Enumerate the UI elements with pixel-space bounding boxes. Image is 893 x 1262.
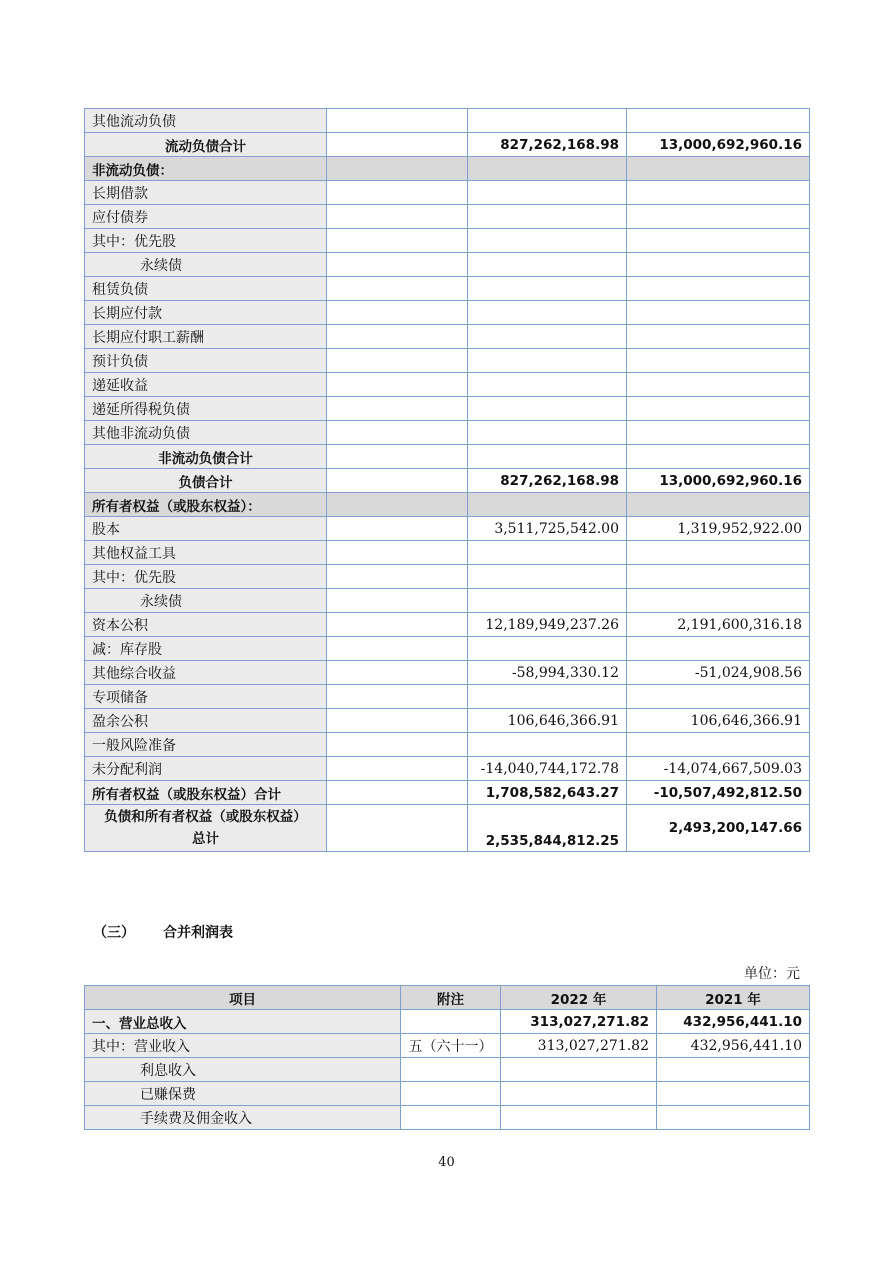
- row-label: 长期应付款: [85, 301, 327, 325]
- page-number: 40: [438, 1155, 455, 1170]
- value-2022: -58,994,330.12: [468, 661, 627, 685]
- row-label: 非流动负债合计: [85, 445, 327, 469]
- table-row: [85, 517, 810, 541]
- note-cell: [327, 205, 468, 229]
- table-row: [85, 1058, 810, 1082]
- header-item: 项目: [85, 986, 401, 1010]
- income-statement-table: [84, 985, 810, 1130]
- row-label: 其中：营业收入: [85, 1034, 401, 1058]
- value-2021: -10,507,492,812.50: [627, 781, 810, 805]
- value-2021: 1,319,952,922.00: [627, 517, 810, 541]
- table-row: [85, 565, 810, 589]
- table-row: [85, 445, 810, 469]
- value-2021: [627, 109, 810, 133]
- value-2021: [627, 445, 810, 469]
- row-label: 其他流动负债: [85, 109, 327, 133]
- grand-total-2022: 2,535,844,812.25: [468, 805, 627, 852]
- note-cell: [327, 253, 468, 277]
- value-2022: [468, 493, 627, 517]
- table-row: [85, 421, 810, 445]
- note-cell: [327, 277, 468, 301]
- value-2021: [627, 349, 810, 373]
- value-2021: [627, 253, 810, 277]
- note-cell: [327, 373, 468, 397]
- row-label: 应付债券: [85, 205, 327, 229]
- note-cell: [327, 661, 468, 685]
- row-label: 专项储备: [85, 685, 327, 709]
- value-2021: [627, 637, 810, 661]
- row-label: 其他权益工具: [85, 541, 327, 565]
- row-label: 预计负债: [85, 349, 327, 373]
- row-label: 递延收益: [85, 373, 327, 397]
- table-row: [85, 637, 810, 661]
- value-2022: [468, 109, 627, 133]
- note-cell: [327, 733, 468, 757]
- table-row: [85, 733, 810, 757]
- value-2022: -14,040,744,172.78: [468, 757, 627, 781]
- note-cell: [327, 301, 468, 325]
- value-2022: 12,189,949,237.26: [468, 613, 627, 637]
- value-2021: [627, 493, 810, 517]
- table-row: [85, 493, 810, 517]
- grand-total-label-line1: 负债和所有者权益（或股东权益）: [104, 809, 307, 825]
- table-row: [85, 469, 810, 493]
- row-label: 股本: [85, 517, 327, 541]
- row-label: 长期借款: [85, 181, 327, 205]
- value-2022: [468, 277, 627, 301]
- value-2022: 3,511,725,542.00: [468, 517, 627, 541]
- value-2022: [468, 325, 627, 349]
- table-row: [85, 229, 810, 253]
- table-row: [85, 157, 810, 181]
- table-row: [85, 613, 810, 637]
- table-row: [85, 301, 810, 325]
- value-2022: 313,027,271.82: [501, 1034, 657, 1058]
- value-2022: [468, 373, 627, 397]
- value-2022: [468, 229, 627, 253]
- value-2022: [468, 397, 627, 421]
- table-row: [85, 325, 810, 349]
- value-2022: [468, 205, 627, 229]
- note-cell: 五（六十一）: [401, 1034, 501, 1058]
- row-label: 一、营业总收入: [85, 1010, 401, 1034]
- note-cell: [327, 757, 468, 781]
- row-label: 其他综合收益: [85, 661, 327, 685]
- balance-sheet-table: [84, 108, 810, 852]
- note-cell: [327, 181, 468, 205]
- value-2022: [501, 1106, 657, 1130]
- note-cell: [401, 1082, 501, 1106]
- table-row: [85, 133, 810, 157]
- value-2022: 106,646,366.91: [468, 709, 627, 733]
- row-label: 资本公积: [85, 613, 327, 637]
- note-cell: [327, 781, 468, 805]
- value-2022: [468, 421, 627, 445]
- value-2022: [468, 445, 627, 469]
- note-cell: [401, 1106, 501, 1130]
- note-cell: [327, 157, 468, 181]
- note-cell: [327, 397, 468, 421]
- value-2021: [627, 301, 810, 325]
- value-2021: [627, 589, 810, 613]
- grand-total-label-line2: 总计: [192, 831, 219, 847]
- section-title-text: 合并利润表: [163, 925, 233, 941]
- row-label: 其中：优先股: [85, 229, 327, 253]
- row-label: 长期应付职工薪酬: [85, 325, 327, 349]
- note-cell: [327, 469, 468, 493]
- value-2021: [627, 541, 810, 565]
- row-label: 负债合计: [85, 469, 327, 493]
- value-2021: 13,000,692,960.16: [627, 133, 810, 157]
- table-row: [85, 589, 810, 613]
- value-2021: [627, 325, 810, 349]
- value-2022: 1,708,582,643.27: [468, 781, 627, 805]
- value-2021: 432,956,441.10: [657, 1034, 810, 1058]
- value-2021: [657, 1106, 810, 1130]
- value-2021: [657, 1058, 810, 1082]
- value-2021: [627, 733, 810, 757]
- note-cell: [327, 685, 468, 709]
- value-2021: [627, 157, 810, 181]
- section-number: （三）: [93, 925, 135, 941]
- header-note: 附注: [401, 986, 501, 1010]
- table-row: [85, 277, 810, 301]
- table-row: [85, 397, 810, 421]
- table-row: [85, 781, 810, 805]
- value-2022: [468, 541, 627, 565]
- value-2021: 13,000,692,960.16: [627, 469, 810, 493]
- table-row: [85, 541, 810, 565]
- value-2022: [468, 301, 627, 325]
- note-cell: [327, 229, 468, 253]
- row-label: 已赚保费: [85, 1082, 401, 1106]
- note-cell: [327, 709, 468, 733]
- note-cell: [327, 613, 468, 637]
- note-cell: [401, 1058, 501, 1082]
- section-title: [93, 922, 233, 942]
- table-row: [85, 109, 810, 133]
- table-row: [85, 373, 810, 397]
- note-cell: [327, 541, 468, 565]
- table-row: [85, 709, 810, 733]
- value-2021: [627, 205, 810, 229]
- row-label: 其中：优先股: [85, 565, 327, 589]
- row-label: 递延所得税负债: [85, 397, 327, 421]
- value-2022: [468, 589, 627, 613]
- table-row: [85, 1034, 810, 1058]
- table-row: [85, 757, 810, 781]
- value-2022: 827,262,168.98: [468, 469, 627, 493]
- value-2022: [468, 349, 627, 373]
- row-label: 未分配利润: [85, 757, 327, 781]
- row-label: 手续费及佣金收入: [85, 1106, 401, 1130]
- header-2022: 2022 年: [501, 986, 657, 1010]
- value-2022: 827,262,168.98: [468, 133, 627, 157]
- note-cell: [327, 493, 468, 517]
- row-label: 一般风险准备: [85, 733, 327, 757]
- row-label: 永续债: [85, 253, 327, 277]
- note-cell: [327, 445, 468, 469]
- row-label: 盈余公积: [85, 709, 327, 733]
- note-cell: [327, 349, 468, 373]
- table-row: [85, 1010, 810, 1034]
- value-2022: [468, 565, 627, 589]
- value-2021: [627, 277, 810, 301]
- table-row: [85, 1082, 810, 1106]
- row-label: 减：库存股: [85, 637, 327, 661]
- row-label: 利息收入: [85, 1058, 401, 1082]
- row-label: 所有者权益（或股东权益）合计: [85, 781, 327, 805]
- value-2021: [657, 1082, 810, 1106]
- value-2021: [627, 181, 810, 205]
- value-2022: [468, 685, 627, 709]
- grand-total-row: [85, 805, 810, 852]
- note-cell: [327, 637, 468, 661]
- value-2022: [501, 1058, 657, 1082]
- header-2021: 2021 年: [657, 986, 810, 1010]
- note-cell: [401, 1010, 501, 1034]
- table-row: [85, 253, 810, 277]
- row-label: 其他非流动负债: [85, 421, 327, 445]
- value-2021: [627, 421, 810, 445]
- value-2022: [468, 181, 627, 205]
- value-2021: [627, 565, 810, 589]
- row-label: 租赁负债: [85, 277, 327, 301]
- table-row: [85, 205, 810, 229]
- value-2021: [627, 373, 810, 397]
- table-row: [85, 685, 810, 709]
- value-2021: 432,956,441.10: [657, 1010, 810, 1034]
- grand-total-2021: 2,493,200,147.66: [627, 805, 810, 852]
- row-label: 永续债: [85, 589, 327, 613]
- row-label: 所有者权益（或股东权益）：: [85, 493, 327, 517]
- note-cell: [327, 517, 468, 541]
- value-2022: [468, 157, 627, 181]
- table-row: [85, 349, 810, 373]
- note-cell: [327, 325, 468, 349]
- value-2021: [627, 229, 810, 253]
- value-2022: 313,027,271.82: [501, 1010, 657, 1034]
- table-row: [85, 181, 810, 205]
- note-cell: [327, 421, 468, 445]
- value-2022: [468, 637, 627, 661]
- table-row: [85, 661, 810, 685]
- value-2021: [627, 397, 810, 421]
- unit-label: 单位：元: [744, 966, 800, 982]
- value-2022: [468, 253, 627, 277]
- note-cell: [327, 133, 468, 157]
- value-2021: -51,024,908.56: [627, 661, 810, 685]
- row-label: 非流动负债：: [85, 157, 327, 181]
- value-2021: -14,074,667,509.03: [627, 757, 810, 781]
- value-2021: 2,191,600,316.18: [627, 613, 810, 637]
- note-cell: [327, 109, 468, 133]
- value-2021: 106,646,366.91: [627, 709, 810, 733]
- row-label: 流动负债合计: [85, 133, 327, 157]
- note-cell: [327, 589, 468, 613]
- note-cell: [327, 565, 468, 589]
- value-2022: [468, 733, 627, 757]
- value-2021: [627, 685, 810, 709]
- value-2022: [501, 1082, 657, 1106]
- table-row: [85, 1106, 810, 1130]
- header-row: [85, 986, 810, 1010]
